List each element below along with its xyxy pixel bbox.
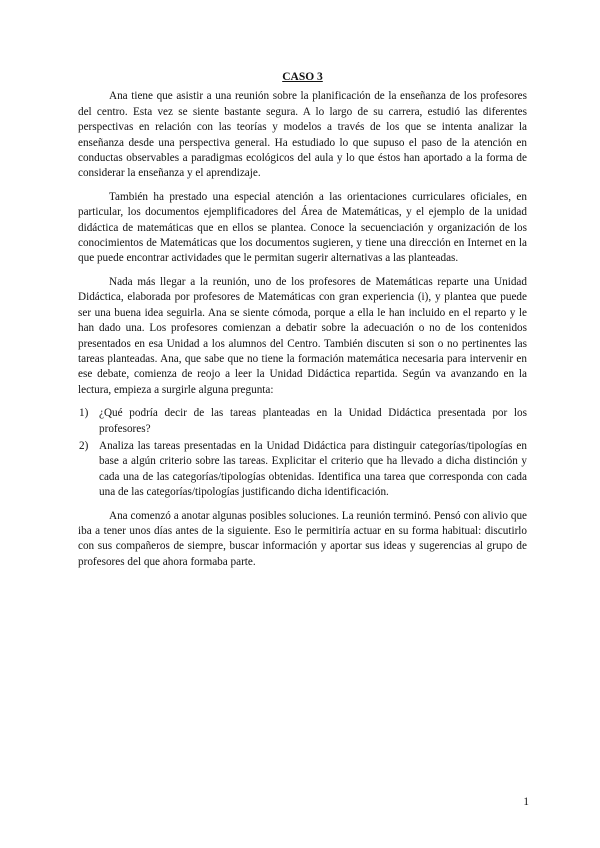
question-text: Analiza las tareas presentadas en la Unidad Didáctica para distinguir categorías/tipologías en base a algún criterio sobre las tareas. Explicitar el criterio que ha llevado a dicha distinción y cada una de las categorías/tipologías obtenidas. Identifica una tarea que corresponda con cada una de las categorías/tipologías justificando dicha identificación. [99,439,527,499]
question-item [78,406,527,437]
paragraph-3: Nada más llegar a la reunión, uno de los profesores de Matemáticas reparte una Unidad Didáctica, elaborada por profesores de Matemáticas con gran experiencia (i), y plantea que puede ser una buena idea seguirla. Ana se siente cómoda, porque a ella le han incluido en el reparto y le han dado una. Los profesores comienzan a debatir sobre la adecuación o no de los contenidos presentados en esa Unidad a los alumnos del Centro. También discuten si son o no pertinentes las tareas planteadas. Ana, que sabe que no tiene la formación matemática necesaria para intervenir en ese debate, comienza de reojo a leer la Unidad Didáctica repartida. Según va avanzando en la lectura, empieza a surgirle alguna pregunta: [78,275,527,396]
page-number: 1 [523,796,529,808]
question-list [78,406,527,500]
question-number: 2) [79,439,89,452]
closing-paragraph: Ana comenzó a anotar algunas posibles soluciones. La reunión terminó. Pensó con alivio que iba a tener unos días antes de la siguiente. Eso le permitiría actuar en su forma habitual: discutirlo con sus compañeros de siempre, buscar información y aportar sus ideas y sugerencias al grupo de profesores del que ahora formaba parte. [78,509,527,568]
paragraph-2: También ha prestado una especial atención a las orientaciones curriculares oficiales, en particular, los documentos ejemplificadores del Área de Matemáticas, y el ejemplo de la unidad didáctica de matemáticas que en ellos se plantea. Conoce la secuenciación y organización de los conocimientos de Matemáticas que los documentos sugieren, y tiene una dirección en Internet en la que puede encontrar actividades que le permitan sugerir alternativas a las planteadas. [78,190,527,265]
document-body [78,70,527,578]
case-title: CASO 3 [282,71,323,83]
question-number: 1) [79,407,89,420]
paragraph-1: Ana tiene que asistir a una reunión sobre la planificación de la enseñanza de los profesores del centro. Esta vez se siente bastante segura. A lo largo de su carrera, estudió las diferentes perspectivas en relación con las teorías y modelos a través de los que se intenta analizar la enseñanza desde una perspectiva general. Ha estudiado lo que supuso el paso de la atención en conductas observables a paradigmas ecológicos del aula y lo que éstos han aportado a la forma de considerar la enseñanza y el aprendizaje. [78,90,527,180]
question-text: ¿Qué podría decir de las tareas planteadas en la Unidad Didáctica presentada por los profesores? [99,407,527,435]
question-item [78,439,527,501]
